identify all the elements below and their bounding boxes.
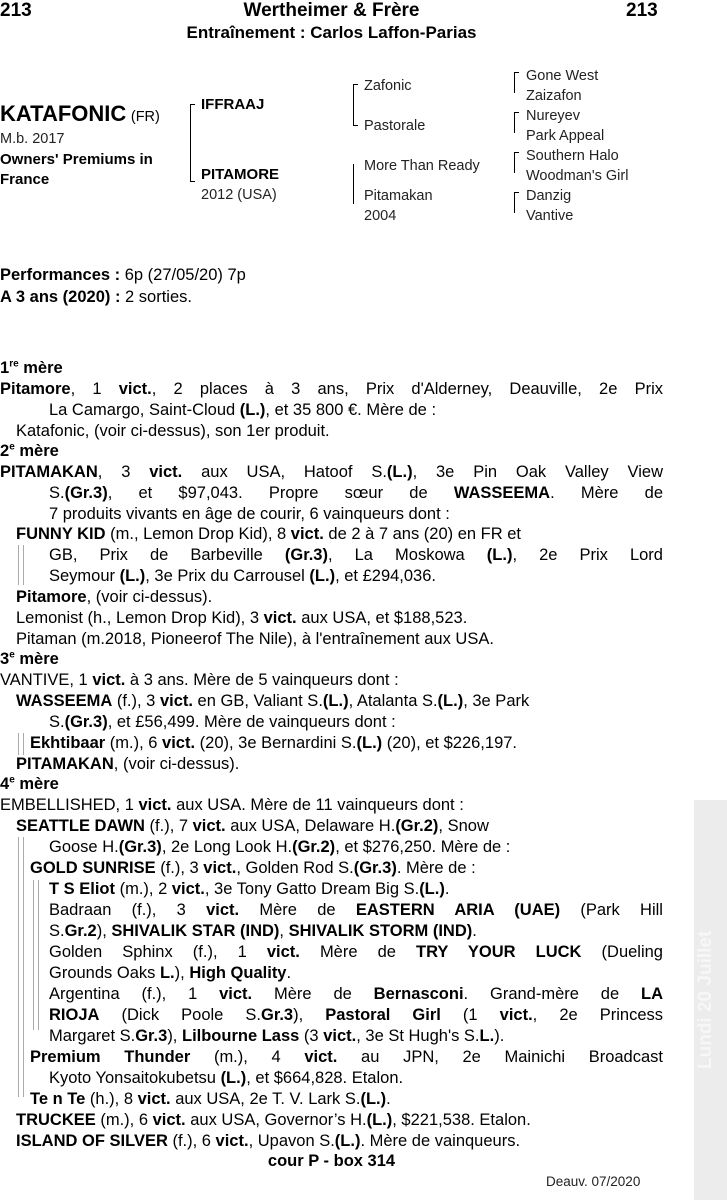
seattle-dawn-2: Goose H.(Gr.3), 2e Long Look H.(Gr.2), et $276,250. Mère de : bbox=[49, 838, 511, 856]
lemonist: Lemonist (h., Lemon Drop Kid), 3 vict. aux USA, et $188,523. bbox=[16, 609, 468, 627]
consignor-name: Wertheimer & Frère bbox=[243, 0, 420, 21]
ekhtibaar: Ekhtibaar (m.), 6 vict. (20), 3e Bernardini S.(L.) (20), et $226,197. bbox=[30, 734, 518, 752]
lot-number-right: 213 bbox=[626, 0, 658, 21]
funny-kid-1: FUNNY KID (m., Lemon Drop Kid), 8 vict. de 2 à 7 ans (20) en FR et bbox=[16, 525, 522, 543]
island-of-silver: ISLAND OF SILVER (f.), 6 vict., Upavon S.(L.). Mère de vainqueurs. bbox=[16, 1132, 521, 1150]
argentina-1: Argentina (f.), 1 vict. Mère de Bernasconi. Grand-mère de LA bbox=[49, 985, 663, 1003]
performances-value: 6p (27/05/20) 7p bbox=[120, 266, 246, 284]
ggs-5: Southern Halo bbox=[526, 148, 619, 164]
truckee: TRUCKEE (m.), 6 vict. aux USA, Governor’s H.(L.), $221,538. Etalon. bbox=[16, 1111, 531, 1129]
dam-dam-year: 2004 bbox=[364, 208, 397, 224]
pitamakan-ref: PITAMAKAN, (voir ci-dessus). bbox=[16, 755, 240, 773]
sire-sire: Zafonic bbox=[364, 78, 412, 94]
badraan-1: Badraan (f.), 3 vict. Mère de EASTERN ARIA (UAE) (Park Hill bbox=[49, 901, 663, 919]
scheme-line-2: France bbox=[0, 171, 50, 188]
performances-label: Performances : bbox=[0, 266, 121, 284]
side-tab-date: Lundi 20 Juillet bbox=[695, 930, 716, 1070]
fourth-dam-text-1: EMBELLISHED, 1 vict. aux USA. Mère de 11 vainqueurs dont : bbox=[0, 796, 464, 814]
ggs-bracket-3 bbox=[514, 152, 519, 173]
third-dam-heading: 3e mère bbox=[0, 649, 59, 668]
argentina-3: Margaret S.Gr.3), Lilbourne Lass (3 vict., 3e St Hugh's S.L.). bbox=[49, 1027, 505, 1045]
horse-desc: M.b. 2017 bbox=[0, 131, 65, 147]
ggs-7: Danzig bbox=[526, 188, 572, 204]
pitaman: Pitaman (m.2018, Pioneerof The Nile), à l'entraînement aux USA. bbox=[16, 630, 494, 648]
gold-sunrise: GOLD SUNRISE (f.), 3 vict., Golden Rod S.(Gr.3). Mère de : bbox=[30, 859, 476, 877]
scheme-line-1: Owners' Premiums in bbox=[0, 151, 153, 168]
dam-info: 2012 (USA) bbox=[201, 187, 277, 203]
pitamore-ref: Pitamore, (voir ci-dessus). bbox=[16, 588, 213, 606]
first-dam-text-3: Katafonic, (voir ci-dessus), son 1er produit. bbox=[16, 422, 330, 440]
sale-reference: Deauv. 07/2020 bbox=[546, 1174, 641, 1189]
dam-name: PITAMORE bbox=[201, 166, 280, 183]
funny-kid-3: Seymour (L.), 3e Prix du Carrousel (L.), et £294,036. bbox=[49, 567, 436, 585]
trainer-line: Entraînement : Carlos Laffon-Parias bbox=[186, 23, 477, 42]
progeny-bar-3 bbox=[18, 837, 24, 1097]
second-dam-text-2: S.(Gr.3), et $97,043. Propre sœur de WASSEEMA. Mère de bbox=[49, 484, 663, 502]
second-dam-text-3: 7 produits vivants en âge de courir, 6 vainqueurs dont : bbox=[49, 505, 450, 523]
premium-thunder-1: Premium Thunder (m.), 4 vict. au JPN, 2e Mainichi Broadcast bbox=[30, 1048, 663, 1066]
ggs-2: Zaizafon bbox=[526, 88, 582, 104]
t-s-eliot: T S Eliot (m.), 2 vict., 3e Tony Gatto Dream Big S.(L.). bbox=[49, 880, 450, 898]
lot-number-left: 213 bbox=[0, 0, 32, 21]
ggs-6: Woodman's Girl bbox=[526, 168, 629, 184]
horse-scheme bbox=[0, 150, 153, 190]
te-n-te: Te n Te (h.), 8 vict. aux USA, 2e T. V. Lark S.(L.). bbox=[30, 1090, 391, 1108]
age-label: A 3 ans (2020) : bbox=[0, 288, 121, 306]
ggs-8: Vantive bbox=[526, 208, 574, 224]
dam-parents-bracket bbox=[353, 164, 358, 204]
wasseema-2: S.(Gr.3), et £56,499. Mère de vainqueurs dont : bbox=[49, 713, 396, 731]
progeny-bar-4 bbox=[33, 880, 39, 1030]
age-line bbox=[0, 288, 192, 307]
premium-thunder-2: Kyoto Yonsaitokubetsu (L.), et $664,828. Etalon. bbox=[49, 1069, 404, 1087]
horse-title bbox=[0, 101, 160, 127]
stable-box: cour P - box 314 bbox=[267, 1152, 396, 1170]
first-dam-heading: 1re mère bbox=[0, 358, 63, 377]
progeny-bar-1 bbox=[18, 545, 24, 585]
second-dam-text-1: PITAMAKAN, 3 vict. aux USA, Hatoof S.(L.), 3e Pin Oak Valley View bbox=[0, 463, 663, 481]
sire-name: IFFRAAJ bbox=[201, 96, 265, 113]
ggs-bracket-2 bbox=[514, 112, 519, 133]
funny-kid-2: GB, Prix de Barbeville (Gr.3), La Moskowa (L.), 2e Prix Lord bbox=[49, 546, 663, 564]
second-dam-heading: 2e mère bbox=[0, 441, 59, 460]
golden-sphinx-1: Golden Sphinx (f.), 1 vict. Mère de TRY YOUR LUCK (Dueling bbox=[49, 943, 663, 961]
ggs-bracket-4 bbox=[514, 192, 519, 213]
age-value: 2 sorties. bbox=[120, 288, 192, 306]
dam-sire: More Than Ready bbox=[364, 158, 480, 174]
sire-dam: Pastorale bbox=[364, 118, 426, 134]
golden-sphinx-2: Grounds Oaks L.), High Quality. bbox=[49, 964, 292, 982]
horse-country: (FR) bbox=[130, 109, 160, 125]
badraan-2: S.Gr.2), SHIVALIK STAR (IND), SHIVALIK STORM (IND). bbox=[49, 922, 477, 940]
ggs-1: Gone West bbox=[526, 68, 599, 84]
progeny-bar-2 bbox=[18, 733, 24, 755]
ggs-bracket-1 bbox=[514, 72, 519, 93]
seattle-dawn-1: SEATTLE DAWN (f.), 7 vict. aux USA, Delaware H.(Gr.2), Snow bbox=[16, 817, 489, 835]
first-dam-text-2: La Camargo, Saint-Cloud (L.), et 35 800 €. Mère de : bbox=[49, 401, 437, 419]
argentina-2: RIOJA (Dick Poole S.Gr.3), Pastoral Girl (1 vict., 2e Princess bbox=[49, 1006, 663, 1024]
first-dam-text-1: Pitamore, 1 vict., 2 places à 3 ans, Prix d'Alderney, Deauville, 2e Prix bbox=[0, 380, 663, 398]
third-dam-text-1: VANTIVE, 1 vict. à 3 ans. Mère de 5 vainqueurs dont : bbox=[0, 671, 399, 689]
sire-parents-bracket bbox=[353, 84, 358, 126]
performances-line bbox=[0, 266, 246, 285]
sire-dam-bracket bbox=[190, 104, 195, 182]
wasseema-1: WASSEEMA (f.), 3 vict. en GB, Valiant S.(L.), Atalanta S.(L.), 3e Park bbox=[16, 692, 530, 710]
ggs-4: Park Appeal bbox=[526, 128, 605, 144]
ggs-3: Nureyev bbox=[526, 108, 580, 124]
fourth-dam-heading: 4e mère bbox=[0, 774, 59, 793]
horse-name: KATAFONIC bbox=[0, 101, 127, 126]
dam-dam: Pitamakan bbox=[364, 188, 433, 204]
